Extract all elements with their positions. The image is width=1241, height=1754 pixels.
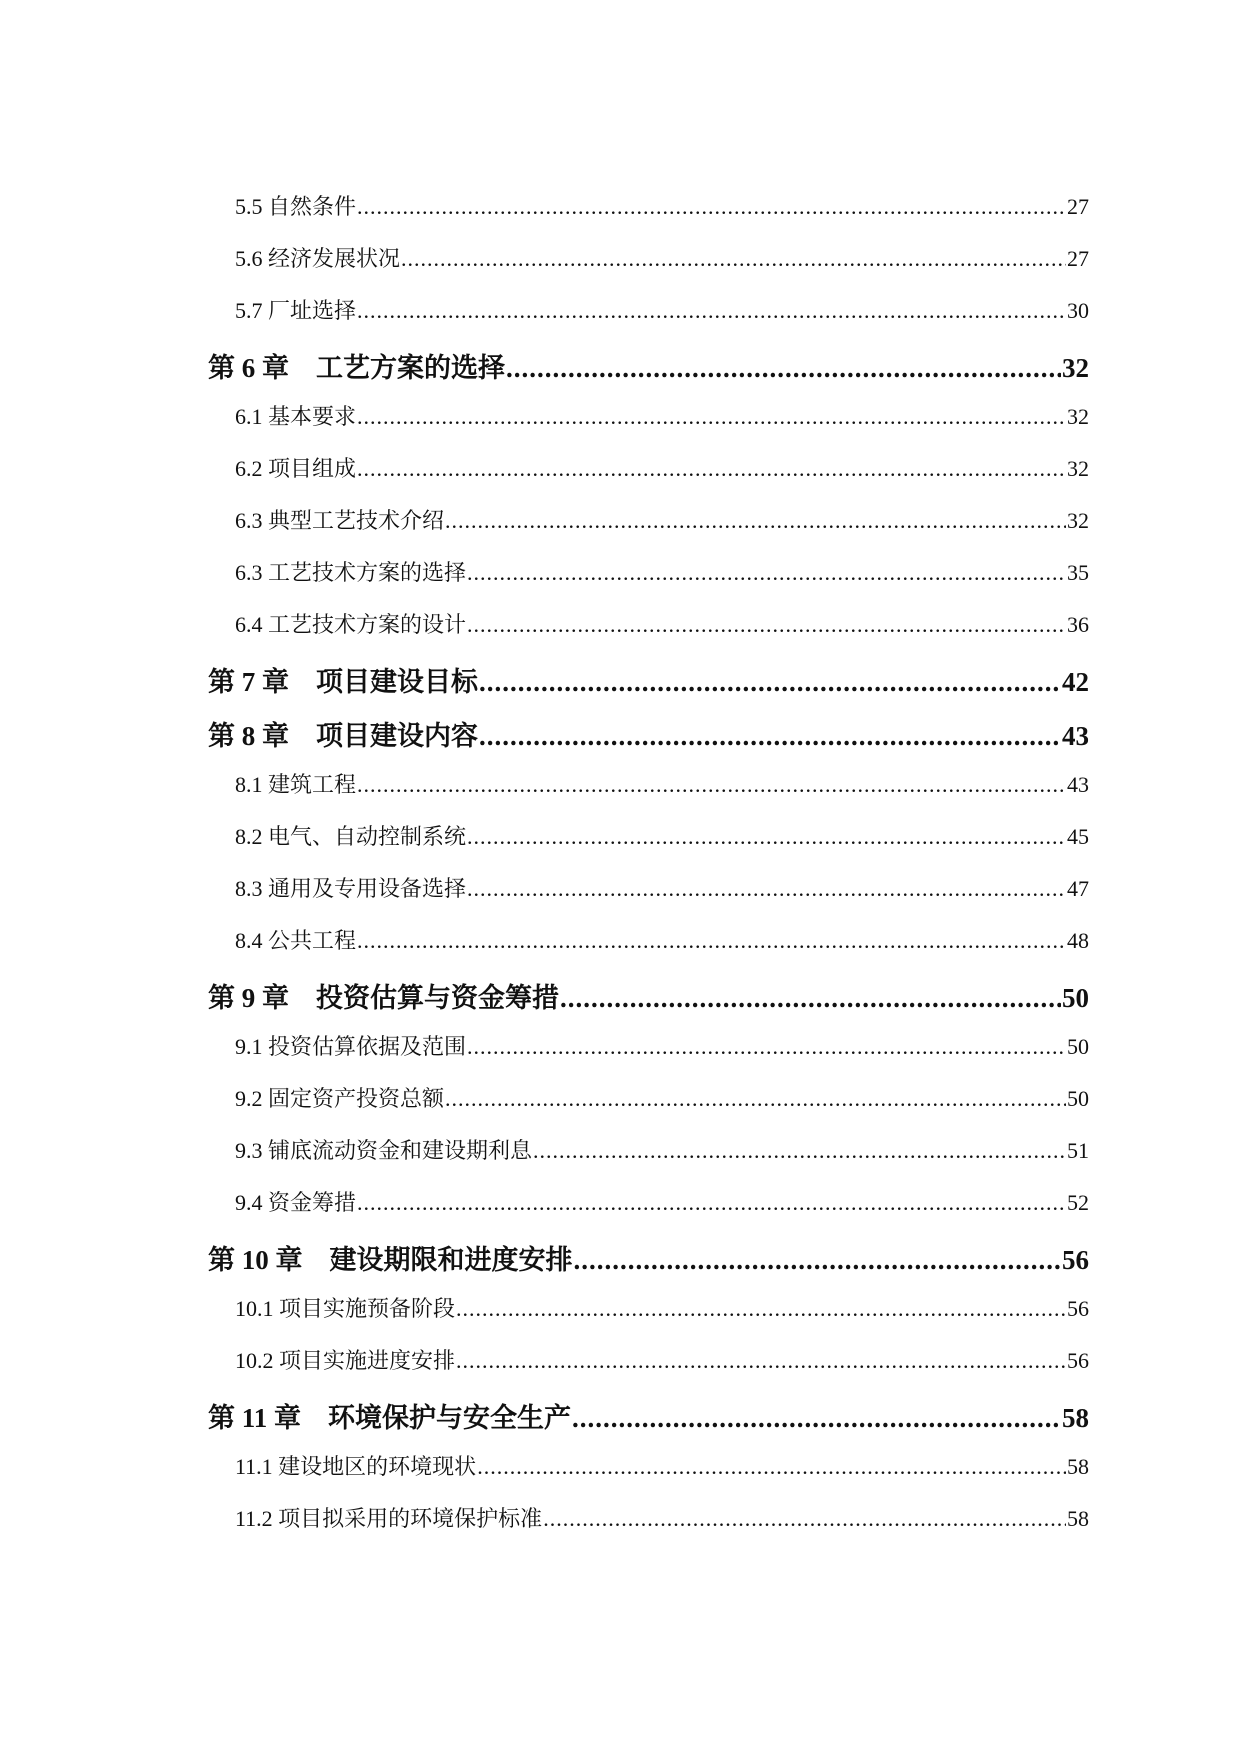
dot-leader [479,667,1061,698]
toc-entry-6-3-selection[interactable] [208,556,1089,608]
toc-page-number: 56 [1067,1348,1089,1373]
dot-leader [445,1086,1066,1112]
toc-entry-5-6[interactable] [208,242,1089,294]
dot-leader [543,1506,1066,1532]
dot-leader [467,1034,1066,1060]
toc-page-number: 56 [1062,1245,1089,1275]
dot-leader [467,824,1066,850]
toc-entry-label: 10.2 项目实施进度安排 [235,1348,456,1373]
toc-entry-label: 5.5 自然条件 [235,194,357,219]
toc-page-number: 50 [1067,1034,1089,1059]
toc-entry-6-2[interactable] [208,452,1089,504]
toc-entry-11-2[interactable] [208,1502,1089,1554]
toc-entry-label: 10.1 项目实施预备阶段 [235,1296,456,1321]
toc-chapter-label: 第 8 章 项目建设内容 [208,721,478,751]
toc-page-number: 51 [1067,1138,1089,1163]
dot-leader [574,1245,1062,1276]
toc-entry-8-2[interactable] [208,820,1089,872]
toc-entry-8-1[interactable] [208,768,1089,820]
toc-page-number: 32 [1062,353,1089,383]
toc-entry-8-3[interactable] [208,872,1089,924]
toc-entry-label: 9.2 固定资产投资总额 [235,1086,445,1111]
toc-entry-10-1[interactable] [208,1292,1089,1344]
toc-entry-label: 6.3 典型工艺技术介绍 [235,508,445,533]
dot-leader [357,772,1066,798]
dot-leader [357,404,1066,430]
toc-entry-5-7[interactable] [208,294,1089,346]
dot-leader [467,612,1066,638]
toc-entry-label: 8.2 电气、自动控制系统 [235,824,467,849]
toc-entry-6-1[interactable] [208,400,1089,452]
toc-chapter-7[interactable] [208,660,1089,714]
dot-leader [401,246,1066,272]
toc-page-number: 58 [1067,1454,1089,1479]
toc-page-number: 58 [1067,1506,1089,1531]
dot-leader [506,353,1061,384]
toc-page-number: 50 [1062,983,1089,1013]
toc-entry-label: 11.2 项目拟采用的环境保护标准 [235,1506,543,1531]
toc-entry-label: 9.1 投资估算依据及范围 [235,1034,467,1059]
toc-entry-label: 6.3 工艺技术方案的选择 [235,560,467,585]
toc-page-number: 43 [1062,721,1089,751]
toc-page-number: 32 [1067,508,1089,533]
dot-leader [456,1348,1066,1374]
toc-entry-label: 5.6 经济发展状况 [235,246,401,271]
toc-entry-6-4[interactable] [208,608,1089,660]
toc-entry-label: 9.4 资金筹措 [235,1190,357,1215]
dot-leader [467,560,1066,586]
toc-page-number: 27 [1067,194,1089,219]
toc-entry-5-5[interactable] [208,190,1089,242]
toc-page-number: 42 [1062,667,1089,697]
dot-leader [456,1296,1066,1322]
toc-entry-9-2[interactable] [208,1082,1089,1134]
toc-chapter-6[interactable] [208,346,1089,400]
dot-leader [357,1190,1066,1216]
toc-entry-label: 6.2 项目组成 [235,456,357,481]
toc-page-number: 47 [1067,876,1089,901]
toc-chapter-label: 第 7 章 项目建设目标 [208,667,478,697]
toc-entry-11-1[interactable] [208,1450,1089,1502]
toc-entry-label: 11.1 建设地区的环境现状 [235,1454,477,1479]
toc-entry-label: 8.1 建筑工程 [235,772,357,797]
toc-page-number: 48 [1067,928,1089,953]
dot-leader [477,1454,1066,1480]
toc-page-number: 50 [1067,1086,1089,1111]
dot-leader [357,298,1066,324]
toc-entry-label: 9.3 铺底流动资金和建设期利息 [235,1138,533,1163]
toc-page-number: 56 [1067,1296,1089,1321]
toc-page-number: 30 [1067,298,1089,323]
dot-leader [357,194,1066,220]
toc-page-number: 32 [1067,404,1089,429]
toc-page-number: 36 [1067,612,1089,637]
toc-chapter-10[interactable] [208,1238,1089,1292]
toc-chapter-9[interactable] [208,976,1089,1030]
toc-entry-label: 8.3 通用及专用设备选择 [235,876,467,901]
dot-leader [479,721,1061,752]
toc-entry-8-4[interactable] [208,924,1089,976]
dot-leader [445,508,1066,534]
dot-leader [357,928,1066,954]
toc-entry-label: 8.4 公共工程 [235,928,357,953]
toc-chapter-label: 第 9 章 投资估算与资金筹措 [208,983,559,1013]
toc-entry-9-1[interactable] [208,1030,1089,1082]
toc-page-number: 43 [1067,772,1089,797]
dot-leader [357,456,1066,482]
toc-chapter-11[interactable] [208,1396,1089,1450]
toc-chapter-label: 第 6 章 工艺方案的选择 [208,353,505,383]
toc-entry-10-2[interactable] [208,1344,1089,1396]
toc-entry-label: 6.4 工艺技术方案的设计 [235,612,467,637]
dot-leader [560,983,1061,1014]
toc-page-number: 35 [1067,560,1089,585]
dot-leader [572,1403,1061,1434]
toc-page-number: 27 [1067,246,1089,271]
toc-chapter-label: 第 10 章 建设期限和进度安排 [208,1245,573,1275]
toc-chapter-8[interactable] [208,714,1089,768]
toc-page-number: 52 [1067,1190,1089,1215]
toc-page-number: 32 [1067,456,1089,481]
toc-entry-9-4[interactable] [208,1186,1089,1238]
toc-entry-label: 6.1 基本要求 [235,404,357,429]
toc-entry-9-3[interactable] [208,1134,1089,1186]
table-of-contents [208,190,1089,1554]
toc-page-number: 45 [1067,824,1089,849]
toc-entry-6-3-intro[interactable] [208,504,1089,556]
toc-chapter-label: 第 11 章 环境保护与安全生产 [208,1403,572,1433]
toc-page-number: 58 [1062,1403,1089,1433]
toc-entry-label: 5.7 厂址选择 [235,298,357,323]
dot-leader [467,876,1066,902]
dot-leader [533,1138,1066,1164]
